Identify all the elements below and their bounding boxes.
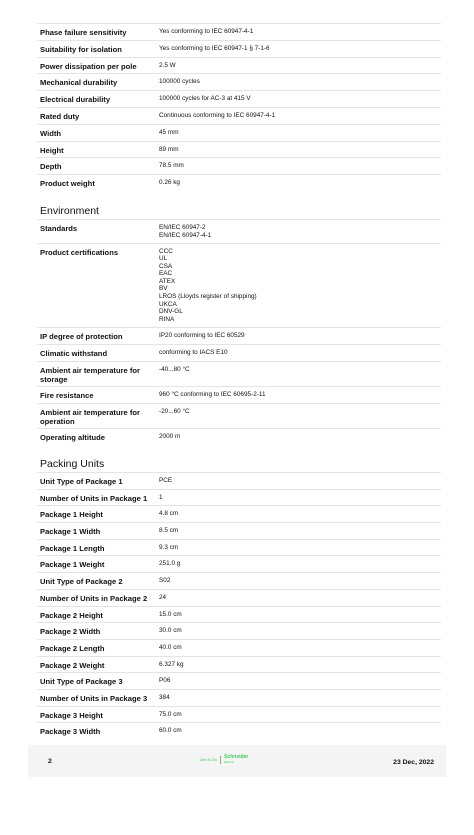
packing-units-table — [37, 472, 441, 739]
spec-value-line: 1 — [159, 493, 163, 501]
spec-row — [37, 386, 441, 403]
spec-value-line: 45 mm — [159, 128, 179, 136]
spec-value-line: EN/IEC 60947-4-1 — [159, 231, 212, 239]
spec-label: Package 3 Width — [40, 727, 101, 737]
spec-value-line: 4.8 cm — [159, 510, 179, 518]
page-footer — [28, 745, 446, 777]
spec-value-line: EAC — [159, 270, 173, 278]
logo-wordmark — [224, 755, 248, 764]
spec-row — [37, 489, 441, 506]
spec-label: Mechanical durability — [40, 78, 118, 88]
spec-row — [37, 722, 441, 739]
spec-value-line: 384 — [159, 693, 170, 701]
spec-value-line: 30.0 cm — [159, 627, 182, 635]
spec-value-line: EN/IEC 60947-2 — [159, 224, 206, 231]
spec-row — [37, 219, 441, 243]
spec-label: Ambient air temperature for storage — [40, 366, 141, 384]
spec-value — [159, 74, 441, 90]
spec-label: Standards — [40, 224, 78, 233]
spec-label: Electrical durability — [40, 95, 111, 105]
spec-value-line: 75.0 cm — [159, 710, 182, 718]
spec-row — [37, 23, 441, 40]
spec-value-line: 251.0 g — [159, 560, 181, 568]
spec-value — [159, 540, 441, 556]
spec-value-line: 78.5 mm — [159, 162, 184, 170]
spec-row — [37, 656, 441, 673]
spec-label: Product weight — [40, 179, 95, 189]
spec-value — [159, 607, 441, 623]
spec-row — [37, 639, 441, 656]
spec-label: Unit Type of Package 1 — [40, 477, 123, 486]
spec-value — [159, 590, 441, 606]
spec-value — [159, 125, 441, 141]
spec-value-line: LROS (Lloyds register of shipping) — [159, 293, 257, 301]
spec-value — [159, 41, 441, 57]
spec-row — [37, 689, 441, 706]
spec-row — [37, 157, 441, 174]
spec-value — [159, 142, 441, 158]
spec-value-line: PCE — [159, 477, 173, 484]
spec-row — [37, 428, 441, 445]
spec-row — [37, 672, 441, 689]
spec-value-line: -40...80 °C — [159, 366, 190, 373]
spec-value-line: -20...60 °C — [159, 408, 190, 415]
spec-value-line: 2000 m — [159, 433, 181, 440]
spec-value-line: 89 mm — [159, 145, 179, 153]
spec-value — [159, 58, 441, 74]
spec-value-line: conforming to IACS E10 — [159, 349, 228, 356]
spec-label: Unit Type of Package 3 — [40, 677, 123, 687]
spec-label: Operating altitude — [40, 433, 105, 442]
spec-row — [37, 243, 441, 328]
spec-value — [159, 108, 441, 124]
spec-value — [159, 345, 441, 361]
spec-value — [159, 362, 441, 386]
spec-value-line: UL — [159, 255, 168, 263]
spec-value — [159, 623, 441, 639]
spec-label: Package 2 Height — [40, 610, 103, 620]
spec-label: Package 2 Length — [40, 643, 105, 653]
spec-value-line: 9.3 cm — [159, 543, 179, 551]
spec-value-line: 2.5 W — [159, 61, 176, 69]
spec-value-line: P06 — [159, 677, 171, 685]
spec-label: Width — [40, 128, 62, 138]
logo-sub-text: Electric — [224, 760, 234, 764]
spec-value-line: 0.26 kg — [159, 179, 180, 187]
spec-value-line: RINA — [159, 315, 175, 323]
spec-label: Product certifications — [40, 247, 119, 257]
spec-label: Package 3 Height — [40, 710, 103, 720]
spec-value — [159, 328, 441, 344]
page-number: 2 — [48, 758, 52, 765]
spec-value — [159, 220, 441, 243]
spec-label: Package 1 Weight — [40, 560, 105, 570]
spec-value-line: 15.0 cm — [159, 610, 182, 618]
spec-value-line: 40.0 cm — [159, 643, 182, 651]
spec-row — [37, 572, 441, 589]
spec-value — [159, 158, 441, 174]
spec-row — [37, 555, 441, 572]
spec-value-line: CCC — [159, 247, 173, 255]
spec-row — [37, 141, 441, 158]
spec-table-top — [37, 23, 441, 191]
spec-label: Number of Units in Package 1 — [40, 493, 148, 503]
spec-value-line: CSA — [159, 262, 173, 270]
spec-value — [159, 657, 441, 673]
spec-row — [37, 90, 441, 107]
spec-row — [37, 40, 441, 57]
spec-row — [37, 522, 441, 539]
spec-row — [37, 472, 441, 489]
spec-value — [159, 673, 441, 689]
spec-value — [159, 387, 441, 403]
spec-row — [37, 606, 441, 623]
spec-value-line: BV — [159, 285, 168, 293]
spec-value — [159, 707, 441, 723]
spec-value-line: S02 — [159, 577, 171, 585]
spec-label: Suitability for isolation — [40, 44, 122, 54]
spec-row — [37, 327, 441, 344]
spec-value — [159, 556, 441, 572]
logo-tagline: Life Is On — [200, 757, 218, 762]
spec-value — [159, 573, 441, 589]
spec-value-line: 6.327 kg — [159, 660, 184, 668]
logo-divider — [220, 756, 221, 764]
spec-label: Package 1 Height — [40, 510, 103, 520]
spec-row — [37, 589, 441, 606]
spec-value — [159, 24, 441, 40]
spec-label: Unit Type of Package 2 — [40, 577, 123, 587]
packing-units-heading: Packing Units — [40, 458, 105, 470]
spec-row — [37, 361, 441, 386]
spec-value — [159, 404, 441, 428]
spec-label: Number of Units in Package 3 — [40, 693, 148, 703]
spec-value-line: 8.5 cm — [159, 527, 179, 535]
spec-row — [37, 622, 441, 639]
spec-value-line: DNV-GL — [159, 308, 183, 316]
environment-table — [37, 219, 441, 445]
spec-value — [159, 723, 441, 739]
spec-value-line: IP20 conforming to IEC 60529 — [159, 332, 245, 339]
spec-label: Fire resistance — [40, 391, 94, 400]
environment-heading: Environment — [40, 205, 99, 217]
spec-row — [37, 57, 441, 74]
spec-label: Height — [40, 145, 64, 155]
footer-date: 23 Dec, 2022 — [393, 759, 434, 766]
spec-value-line: ATEX — [159, 277, 176, 285]
spec-value-line: 100000 cycles — [159, 78, 200, 86]
spec-label: Number of Units in Package 2 — [40, 593, 148, 603]
spec-value-line: Continuous conforming to IEC 60947-4-1 — [159, 111, 276, 119]
spec-label: Phase failure sensitivity — [40, 28, 127, 37]
spec-value-line: UKCA — [159, 300, 177, 308]
spec-row — [37, 174, 441, 191]
spec-value-line: 60.0 cm — [159, 727, 182, 735]
spec-value — [159, 690, 441, 706]
spec-value — [159, 640, 441, 656]
spec-row — [37, 124, 441, 141]
spec-value-line: Yes conforming to IEC 60947-1 § 7-1-6 — [159, 44, 270, 52]
spec-value — [159, 91, 441, 107]
spec-row — [37, 706, 441, 723]
brand-logo — [200, 755, 248, 764]
spec-row — [37, 505, 441, 522]
spec-label: IP degree of protection — [40, 332, 123, 341]
spec-row — [37, 73, 441, 90]
spec-value — [159, 523, 441, 539]
spec-value-line: 100000 cycles for AC-3 at 415 V — [159, 95, 251, 103]
spec-label: Ambient air temperature for operation — [40, 408, 141, 426]
spec-label: Depth — [40, 162, 62, 172]
spec-value-line: 960 °C conforming to IEC 60695-2-11 — [159, 391, 266, 398]
spec-label: Package 1 Width — [40, 527, 101, 537]
spec-label: Package 2 Width — [40, 627, 101, 637]
spec-row — [37, 539, 441, 556]
spec-label: Power dissipation per pole — [40, 61, 137, 71]
logo-brand-text: Schneider — [224, 754, 249, 760]
spec-value — [159, 473, 441, 489]
spec-value — [159, 490, 441, 506]
spec-value — [159, 244, 441, 328]
spec-label: Package 2 Weight — [40, 660, 105, 670]
spec-value — [159, 506, 441, 522]
spec-label: Rated duty — [40, 111, 80, 121]
spec-label: Package 1 Length — [40, 543, 105, 553]
spec-row — [37, 344, 441, 361]
spec-value — [159, 429, 441, 445]
spec-label: Climatic withstand — [40, 349, 108, 358]
spec-row — [37, 107, 441, 124]
spec-row — [37, 403, 441, 428]
spec-value-line: Yes conforming to IEC 60947-4-1 — [159, 28, 254, 35]
spec-value-line: 24 — [159, 593, 167, 601]
spec-value — [159, 175, 441, 191]
